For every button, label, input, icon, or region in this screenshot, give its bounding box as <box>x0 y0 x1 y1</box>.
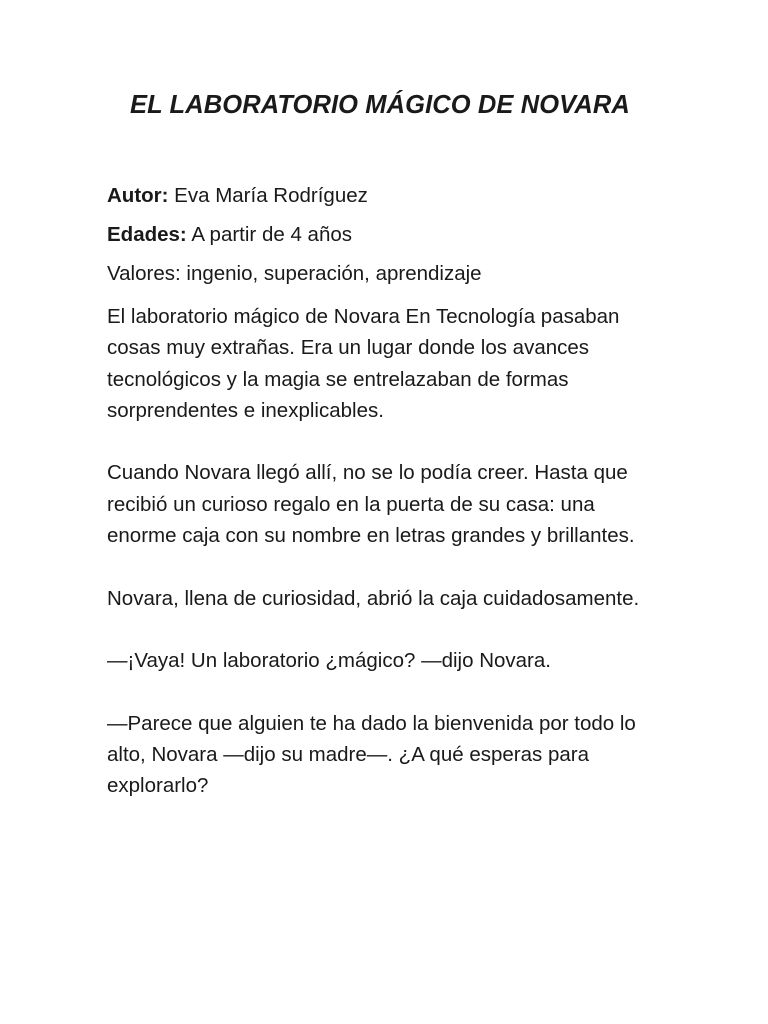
metadata-value-valores: ingenio, superación, aprendizaje <box>180 262 482 285</box>
document-body <box>107 176 653 802</box>
metadata-line-valores <box>107 254 653 293</box>
metadata-label-autor: Autor: <box>107 184 169 207</box>
body-paragraph-1: El laboratorio mágico de Novara En Tecnología pasaban cosas muy extrañas. Era un lugar donde los avances tecnológicos y la magia se entrelazaban de formas sorprendentes e inexplicables. <box>107 305 620 422</box>
body-paragraph-4-dialogue-novara: —¡Vaya! Un laboratorio ¿mágico? —dijo Novara. <box>107 649 551 673</box>
spacer <box>107 293 653 301</box>
metadata-line-edades <box>107 215 653 254</box>
body-paragraph-2: Cuando Novara llegó allí, no se lo podía creer. Hasta que recibió un curioso regalo en la puerta de su casa: una enorme caja con su nombre en letras grandes y brillantes. <box>107 461 635 548</box>
body-paragraph-5-dialogue-madre: —Parece que alguien te ha dado la bienvenida por todo lo alto, Novara —dijo su madre—. ¿A qué esperas para explorarlo? <box>107 711 636 798</box>
paragraph-gap <box>107 551 653 582</box>
page-title: EL LABORATORIO MÁGICO DE NOVARA <box>130 91 630 119</box>
metadata-value-autor: Eva María Rodríguez <box>168 184 368 207</box>
metadata-label-valores: Valores: <box>107 262 181 285</box>
paragraph-gap <box>107 426 653 457</box>
paragraph-gap <box>107 677 653 708</box>
metadata-value-edades: A partir de 4 años <box>186 223 353 246</box>
paragraph-gap <box>107 614 653 645</box>
metadata-line-autor <box>107 176 653 215</box>
body-paragraph-3: Novara, llena de curiosidad, abrió la caja cuidadosamente. <box>107 586 640 610</box>
metadata-label-edades: Edades: <box>107 223 187 246</box>
